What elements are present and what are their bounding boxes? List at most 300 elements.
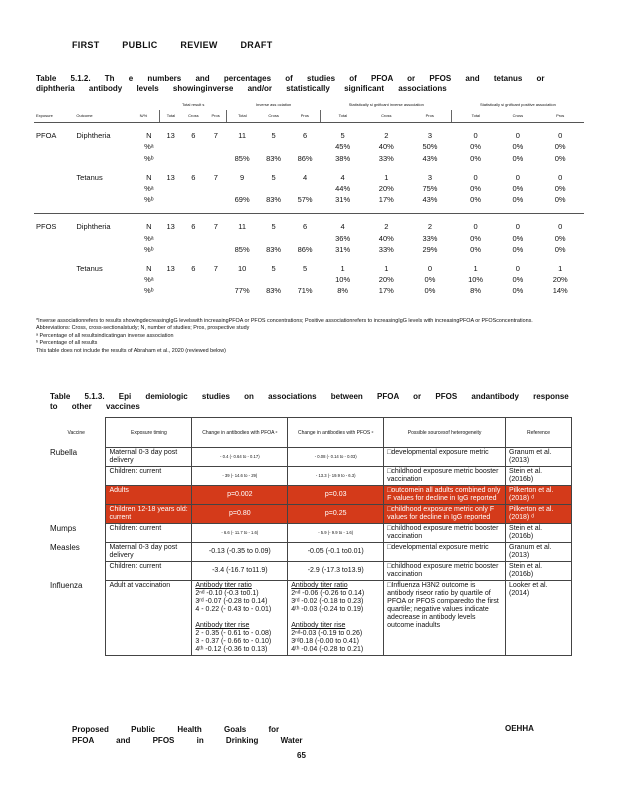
footer-title bbox=[72, 724, 303, 746]
table2-row bbox=[50, 486, 572, 505]
titer-gap bbox=[195, 614, 284, 622]
pfos-change-cell: - 5.9 (- 9.9 to - 1.6) bbox=[288, 524, 384, 543]
table1-cell bbox=[74, 274, 137, 285]
titer-ratio-line: 2ⁿᵈ -0.10 (-0.3 to0.1) bbox=[195, 590, 259, 597]
table1-cell: 0% bbox=[554, 142, 566, 152]
table1-row bbox=[34, 233, 584, 244]
table1-cell: 1 bbox=[558, 263, 563, 273]
table1-cell: 0% bbox=[554, 233, 566, 243]
table1-cell: 0 bbox=[558, 131, 563, 141]
table1-cell bbox=[74, 233, 137, 244]
table1-cell: Tetanus bbox=[76, 172, 103, 182]
table1-cell: %ᵃ bbox=[144, 184, 154, 194]
table1-cell: 14% bbox=[552, 286, 568, 296]
titer-ratio-line: 4 - 0.22 (- 0.43 to - 0.01) bbox=[195, 606, 272, 613]
table1-cell bbox=[160, 183, 181, 194]
table1-cell bbox=[34, 285, 74, 296]
table1-cell: 0 bbox=[515, 172, 520, 182]
table1-cell: N bbox=[146, 172, 152, 182]
table1-group-header: Statistically si gnificant inverse association bbox=[348, 102, 424, 108]
table1-spacer bbox=[34, 255, 584, 263]
table1-spacer-cell bbox=[34, 255, 74, 263]
table1-cell: N bbox=[146, 263, 152, 273]
table1-cell: 0% bbox=[512, 184, 524, 194]
table1-cell: PFOS bbox=[36, 222, 57, 232]
table1-cell bbox=[258, 274, 289, 285]
table1-cell: 1 bbox=[384, 263, 389, 273]
table1-cell bbox=[34, 141, 74, 152]
table1-cell: %ᵇ bbox=[144, 244, 154, 254]
table1-cell: N bbox=[146, 222, 152, 232]
table1-cell bbox=[205, 244, 226, 255]
reference-cell: Pilkerton et al. (2018) ᵈ bbox=[506, 486, 572, 505]
table1-cell bbox=[34, 183, 74, 194]
table1-cell: 10% bbox=[468, 275, 484, 285]
heterogeneity-cell bbox=[384, 486, 506, 505]
heterogeneity-text: Influenza H3N2 outcome is antibody riseor ratio by quartile of PFOA or PFOS comparedto the first quartile; negative values indicate adecrease in antibody levels outcome inadults bbox=[387, 582, 499, 629]
vaccine-cell: Measles bbox=[50, 542, 80, 552]
table1-cell: 0% bbox=[512, 153, 524, 163]
checkbox-icon: □ bbox=[387, 449, 392, 456]
table1-cell: 0% bbox=[512, 195, 524, 205]
titer-gap bbox=[291, 614, 380, 622]
titer-rise-title: Antibody titer rise bbox=[291, 622, 346, 629]
table1-cell bbox=[160, 233, 181, 244]
footnote: Abbreviations: Cross, cross-sectionalstudy; N, number of studies; Pros, prospective study bbox=[36, 325, 250, 332]
table1-cell bbox=[289, 233, 320, 244]
table1-cell: 6 bbox=[302, 222, 308, 232]
table1-cell bbox=[74, 285, 137, 296]
table1-cell: 3 bbox=[427, 131, 433, 141]
exposure-timing-cell: Adult at vaccination bbox=[106, 581, 192, 656]
pfoa-change-cell: -3.4 (-16.7 to11.9) bbox=[192, 562, 288, 581]
table1-cell: 4 bbox=[302, 172, 308, 182]
table1-cell: 4 bbox=[340, 172, 345, 182]
table1-cell bbox=[289, 141, 320, 152]
table1-cell: Diphtheria bbox=[76, 222, 111, 232]
table1-cell bbox=[160, 153, 181, 164]
table1-cell: 0 bbox=[473, 222, 478, 232]
titer-rise-line: 4ᵗʰ -0.12 (-0.36 to 0.13) bbox=[195, 646, 268, 653]
table1-cell: 0 bbox=[558, 222, 563, 232]
titer-rise-title: Antibody titer rise bbox=[195, 622, 250, 629]
table1-subheader: Outcome bbox=[74, 110, 137, 122]
table1-cell: 17% bbox=[378, 195, 394, 205]
table2-header: Vaccine bbox=[67, 429, 85, 436]
table1-cell: 83% bbox=[266, 195, 282, 205]
table1-cell: 0 bbox=[515, 222, 520, 232]
exposure-timing-cell: Children 12-18 years old: current bbox=[106, 505, 192, 524]
table1-spacer-cell bbox=[34, 164, 74, 172]
table1-cell bbox=[258, 141, 289, 152]
table1-cell bbox=[226, 233, 257, 244]
pfoa-change-cell: - 39 (- 14.6 to - 29) bbox=[192, 467, 288, 486]
table1-cell bbox=[181, 194, 205, 205]
table1-cell: 7 bbox=[213, 131, 218, 141]
pfoa-change-cell: - 6.6 (- 11.7 to - 1.6) bbox=[192, 524, 288, 543]
table1-cell: 6 bbox=[191, 131, 196, 141]
table1-subheader: Cross bbox=[364, 110, 408, 122]
table1-row bbox=[34, 274, 584, 285]
table1-cell: 45% bbox=[335, 142, 351, 152]
table1-cell: 2 bbox=[384, 131, 389, 141]
table2-row-influenza bbox=[50, 581, 572, 656]
table1-row bbox=[34, 285, 584, 296]
table1-subheader: Cross bbox=[499, 110, 536, 122]
table1-spacer-cell bbox=[34, 205, 74, 213]
heterogeneity-cell bbox=[384, 562, 506, 581]
table1-cell: 0% bbox=[424, 286, 436, 296]
table1-cell: 29% bbox=[422, 244, 438, 254]
table1-row bbox=[34, 221, 584, 232]
table1-cell: 5 bbox=[271, 263, 276, 273]
vaccine-cell: Mumps bbox=[50, 523, 77, 533]
titer-ratio-title: Antibody titer ratio bbox=[291, 582, 348, 589]
table1-row bbox=[34, 141, 584, 152]
table1-cell bbox=[226, 141, 257, 152]
table1-cell bbox=[34, 194, 74, 205]
vaccine-cell bbox=[50, 562, 106, 581]
table1-cell: 0% bbox=[554, 244, 566, 254]
table1-cell: 75% bbox=[422, 184, 438, 194]
table1-cell: 0% bbox=[470, 233, 481, 243]
heterogeneity-text: childhood exposure metric booster vaccination bbox=[387, 563, 499, 578]
table1-cell: 6 bbox=[302, 131, 308, 141]
table1-cell bbox=[205, 183, 226, 194]
table1-subheader: Cross bbox=[181, 110, 205, 122]
table1-cell: 0% bbox=[470, 184, 481, 194]
table1-cell bbox=[160, 274, 181, 285]
table1-cell: 8% bbox=[337, 286, 349, 296]
table1-spacer bbox=[34, 164, 584, 172]
table1-cell: %ᵇ bbox=[144, 153, 154, 163]
table1-cell bbox=[205, 194, 226, 205]
table1-cell: 0% bbox=[554, 184, 566, 194]
table1-cell: 20% bbox=[552, 275, 568, 285]
table1-row bbox=[34, 172, 584, 183]
checkbox-icon: □ bbox=[387, 506, 392, 513]
table1-cell: 5 bbox=[271, 222, 276, 232]
table1-cell: 2 bbox=[427, 222, 433, 232]
table1-cell: Diphtheria bbox=[76, 131, 111, 141]
table1-cell bbox=[205, 141, 226, 152]
vaccine-cell: Influenza bbox=[50, 580, 83, 590]
table1-cell bbox=[34, 244, 74, 255]
table2-row bbox=[50, 505, 572, 524]
table1-cell: 5 bbox=[271, 131, 276, 141]
table1-cell: %ᵇ bbox=[144, 195, 154, 205]
vaccine-cell bbox=[50, 486, 106, 505]
reference-cell: Stein et al. (2016b) bbox=[506, 524, 572, 543]
table1-cell: 0% bbox=[554, 153, 566, 163]
table1-cell: 8% bbox=[470, 286, 481, 296]
table1-cell: 20% bbox=[378, 275, 394, 285]
reference-cell: Granum et al. (2013) bbox=[506, 448, 572, 467]
table1-caption: Table 5.1.2. Th e numbers and percentages of studies of PFOA or PFOS and tetanus or diphtheria antibody levels showinginverse and/or statistically significant associations bbox=[36, 74, 545, 93]
table1-row bbox=[34, 263, 584, 274]
table1-cell: 0 bbox=[515, 263, 520, 273]
table1-cell: 85% bbox=[234, 244, 250, 254]
table2-header-row bbox=[50, 418, 572, 448]
table1-subheader: Total bbox=[321, 110, 365, 122]
table1-group-blank bbox=[34, 99, 160, 110]
table1 bbox=[34, 99, 584, 296]
heterogeneity-text: outcomein all adults combined only F values for decline in IgG reported bbox=[387, 487, 501, 502]
table1-cell bbox=[181, 183, 205, 194]
table1-cell: 0% bbox=[470, 153, 481, 163]
table1-cell: 31% bbox=[335, 195, 351, 205]
table1-cell: N bbox=[146, 131, 152, 141]
table1-subheader: Cross bbox=[258, 110, 289, 122]
checkbox-icon: □ bbox=[387, 468, 392, 475]
table1-subheader: Pros bbox=[408, 110, 452, 122]
table1-cell: 50% bbox=[422, 142, 438, 152]
table1-cell bbox=[205, 274, 226, 285]
table1-spacer bbox=[34, 122, 584, 130]
table1-cell: 1 bbox=[473, 263, 478, 273]
heterogeneity-text: childhood exposure metric booster vaccination bbox=[387, 525, 499, 540]
table1-cell: 6 bbox=[191, 263, 196, 273]
exposure-timing-cell: Children: current bbox=[106, 467, 192, 486]
vaccine-cell: Rubella bbox=[50, 447, 78, 457]
table1-cell: 5 bbox=[340, 131, 345, 141]
table1-cell: 1 bbox=[340, 263, 345, 273]
table1-cell: 6 bbox=[191, 222, 196, 232]
table1-cell: 0 bbox=[515, 131, 520, 141]
heterogeneity-cell bbox=[384, 524, 506, 543]
table1-cell: 0% bbox=[554, 195, 566, 205]
table1-divider-cell bbox=[34, 213, 584, 221]
table1-cell: 36% bbox=[335, 233, 351, 243]
table1-row bbox=[34, 130, 584, 141]
reference-cell: Stein et al. (2016b) bbox=[506, 562, 572, 581]
table1-cell bbox=[181, 285, 205, 296]
pfos-change-cell: -0.05 (-0.1 to0.01) bbox=[288, 543, 384, 562]
table2-row bbox=[50, 562, 572, 581]
table2-header: Possible sourcesof heterogeneity bbox=[384, 418, 506, 448]
titer-rise-line: 2 - 0.35 (- 0.61 to - 0.08) bbox=[195, 630, 272, 637]
pfoa-change-cell: - 0.4 (- 0.64 to - 0.17) bbox=[192, 448, 288, 467]
table1-cell bbox=[205, 285, 226, 296]
heterogeneity-cell bbox=[384, 581, 506, 656]
titer-ratio-line: 3ʳᵈ -0.07 (-0.28 to 0.14) bbox=[195, 598, 268, 605]
heterogeneity-text: developmental exposure metric bbox=[391, 449, 489, 456]
table1-subheader: N/% bbox=[138, 110, 160, 122]
titer-ratio-title: Antibody titer ratio bbox=[195, 582, 252, 589]
table1-subheader: Pros bbox=[536, 110, 584, 122]
table1-spacer bbox=[34, 205, 584, 213]
table1-cell: %ᵃ bbox=[144, 275, 154, 285]
table1-cell bbox=[34, 274, 74, 285]
table1-cell bbox=[205, 233, 226, 244]
table1-cell: 57% bbox=[297, 195, 313, 205]
table1-cell: 3 bbox=[427, 172, 433, 182]
table1-cell bbox=[289, 274, 320, 285]
table1-cell: 83% bbox=[266, 153, 282, 163]
table1-cell: 13 bbox=[166, 131, 175, 141]
reference-cell: Looker et al. (2014) bbox=[506, 581, 572, 656]
table1-cell: %ᵇ bbox=[144, 286, 154, 296]
table1-group-row bbox=[34, 99, 584, 110]
table1-cell bbox=[74, 244, 137, 255]
pfoa-change-cell bbox=[192, 581, 288, 656]
checkbox-icon: □ bbox=[387, 544, 392, 551]
table1-cell: 0 bbox=[558, 172, 563, 182]
table1-cell bbox=[181, 233, 205, 244]
reference-cell: Stein et al. (2016b) bbox=[506, 467, 572, 486]
table1-subheader-row bbox=[34, 110, 584, 122]
table2-header: Exposure timing bbox=[106, 418, 192, 448]
table1-cell bbox=[160, 141, 181, 152]
table1-cell: 0% bbox=[512, 233, 524, 243]
titer-rise-line: 2ⁿᵈ-0.03 (-0.19 to 0.26) bbox=[291, 630, 363, 637]
table2-caption: Table 5.1.3. Epi demiologic studies on associations between PFOA or PFOS andantibody response to other vaccines bbox=[50, 392, 569, 411]
table1-cell: %ᵃ bbox=[144, 142, 154, 152]
table2-row bbox=[50, 467, 572, 486]
table1-cell: 0% bbox=[512, 286, 524, 296]
table1-cell bbox=[34, 153, 74, 164]
table1-cell: 0% bbox=[512, 244, 524, 254]
table1-cell bbox=[205, 153, 226, 164]
pfos-change-cell: p=0.03 bbox=[288, 486, 384, 505]
pfos-change-cell: p=0.25 bbox=[288, 505, 384, 524]
table1-cell: 2 bbox=[384, 222, 389, 232]
exposure-timing-cell: Maternal 0-3 day post delivery bbox=[106, 543, 192, 562]
heterogeneity-cell bbox=[384, 448, 506, 467]
table1-cell: 85% bbox=[234, 153, 250, 163]
table1-row bbox=[34, 153, 584, 164]
table1-cell: 7 bbox=[213, 263, 218, 273]
heterogeneity-text: developmental exposure metric bbox=[391, 544, 489, 551]
table1-cell: 5 bbox=[271, 172, 276, 182]
checkbox-icon: □ bbox=[387, 563, 392, 570]
table1-spacer-cell bbox=[34, 122, 74, 130]
vaccine-cell bbox=[50, 505, 106, 524]
table1-subheader: Total bbox=[160, 110, 181, 122]
table1-cell: 43% bbox=[422, 153, 438, 163]
table1-cell: 5 bbox=[302, 263, 308, 273]
checkbox-icon: □ bbox=[387, 525, 392, 532]
table1-cell: 83% bbox=[266, 244, 282, 254]
titer-ratio-line: 3ʳᵈ -0.02 (-0.18 to 0.23) bbox=[291, 598, 364, 605]
footnote: *Inverse associationrefers to results showingdecreasingIgG levelswith increasingPFOA or PFOS concentrations; Positive associationrefers to increasingIgG levels with increasingPFOA or PFOSconcentrations. bbox=[36, 318, 533, 324]
table1-group-header: Inverse ass ociation bbox=[255, 102, 292, 108]
heterogeneity-cell bbox=[384, 543, 506, 562]
table1-cell: 13 bbox=[166, 263, 175, 273]
table1-subheader: Total bbox=[226, 110, 257, 122]
table1-cell: 86% bbox=[297, 153, 313, 163]
table1-cell bbox=[258, 233, 289, 244]
table1-cell: 69% bbox=[234, 195, 250, 205]
table1-cell bbox=[289, 183, 320, 194]
table1-cell bbox=[34, 233, 74, 244]
table1-cell: 4 bbox=[340, 222, 345, 232]
titer-ratio-line: 2ⁿᵈ -0.06 (-0.26 to 0.14) bbox=[291, 590, 365, 597]
exposure-timing-cell: Adults bbox=[106, 486, 192, 505]
heterogeneity-text: childhood exposure metric booster vaccination bbox=[387, 468, 499, 483]
table1-divider bbox=[34, 213, 584, 221]
table1-cell bbox=[160, 285, 181, 296]
table1-cell bbox=[34, 263, 74, 274]
table1-cell: PFOA bbox=[36, 131, 57, 141]
table1-cell bbox=[181, 141, 205, 152]
pfoa-change-cell: -0.13 (-0.35 to 0.09) bbox=[192, 543, 288, 562]
table1-row bbox=[34, 183, 584, 194]
table1-row bbox=[34, 194, 584, 205]
table1-cell: 11 bbox=[238, 131, 247, 141]
table1-cell: 1 bbox=[384, 172, 389, 182]
table1-cell: 0% bbox=[512, 142, 524, 152]
table1-cell: 33% bbox=[378, 153, 394, 163]
reference-cell: Pilkerton et al. (2018) ᵈ bbox=[506, 505, 572, 524]
table1-cell: 0% bbox=[470, 142, 481, 152]
table1-cell bbox=[74, 153, 137, 164]
table1-cell: 0 bbox=[473, 172, 478, 182]
table1-cell: 9 bbox=[240, 172, 245, 182]
footnote: ᵇ Percentage of all results bbox=[36, 340, 98, 347]
table1-cell: 13 bbox=[166, 222, 175, 232]
pfoa-change-cell: p=0.002 bbox=[192, 486, 288, 505]
table2-header: Reference bbox=[506, 418, 572, 448]
table1-cell: 77% bbox=[234, 286, 250, 296]
titer-rise-line: 3ʳᵈ0.18 (-0.00 to 0.41) bbox=[291, 638, 360, 645]
table1-cell bbox=[160, 194, 181, 205]
table1-group-header: Statistically si gnificant positive association bbox=[480, 102, 556, 108]
table1-cell: Tetanus bbox=[76, 263, 103, 273]
titer-rise-line: 3 - 0.37 (- 0.66 to - 0.10) bbox=[195, 638, 272, 645]
table1-cell: 33% bbox=[378, 244, 394, 254]
table1-cell bbox=[258, 183, 289, 194]
footnote: This table does not include the results of Abraham et al., 2020 (reviewed below) bbox=[36, 347, 226, 354]
table2-row bbox=[50, 524, 572, 543]
table1-cell: 43% bbox=[422, 195, 438, 205]
table1-cell: 38% bbox=[335, 153, 351, 163]
footnote: ᵃ Percentage of all resultsindicatingan inverse association bbox=[36, 332, 174, 339]
table1-subheader: Pros bbox=[289, 110, 320, 122]
table1-cell bbox=[74, 141, 137, 152]
table1-cell: 71% bbox=[297, 286, 313, 296]
table1-cell: 7 bbox=[213, 222, 218, 232]
table1-cell: 13 bbox=[166, 172, 175, 182]
titer-rise-line: 4ᵗʰ -0.04 (-0.28 to 0.21) bbox=[291, 646, 364, 653]
table1-cell: 10 bbox=[237, 263, 247, 273]
heterogeneity-cell bbox=[384, 467, 506, 486]
checkbox-icon: □ bbox=[387, 582, 392, 589]
footer-org: OEHHA bbox=[505, 724, 534, 733]
table2-header: Change in antibodies with PFOA ᶜ bbox=[192, 418, 288, 448]
table1-cell: 20% bbox=[378, 184, 394, 194]
table1-cell bbox=[160, 244, 181, 255]
table2-row bbox=[50, 543, 572, 562]
table2 bbox=[50, 417, 572, 656]
titer-ratio-line: 4ᵗʰ -0.03 (-0.24 to 0.19) bbox=[291, 606, 364, 613]
table1-cell: 0% bbox=[470, 195, 481, 205]
checkbox-icon: □ bbox=[387, 487, 392, 494]
table1-cell: 17% bbox=[378, 286, 394, 296]
table1-cell: 44% bbox=[335, 184, 351, 194]
heterogeneity-cell bbox=[384, 505, 506, 524]
page-number: 65 bbox=[297, 751, 306, 760]
table1-cell bbox=[74, 194, 137, 205]
table1-cell: 86% bbox=[297, 244, 313, 254]
table1-cell: 7 bbox=[213, 172, 218, 182]
footer-line2: PFOA and PFOS in Drinking Water bbox=[72, 736, 303, 745]
table1-cell: %ᵃ bbox=[144, 233, 154, 243]
exposure-timing-cell: Maternal 0-3 day post delivery bbox=[106, 448, 192, 467]
exposure-timing-cell: Children: current bbox=[106, 562, 192, 581]
table1-cell bbox=[74, 183, 137, 194]
pfoa-change-cell: p=0.80 bbox=[192, 505, 288, 524]
